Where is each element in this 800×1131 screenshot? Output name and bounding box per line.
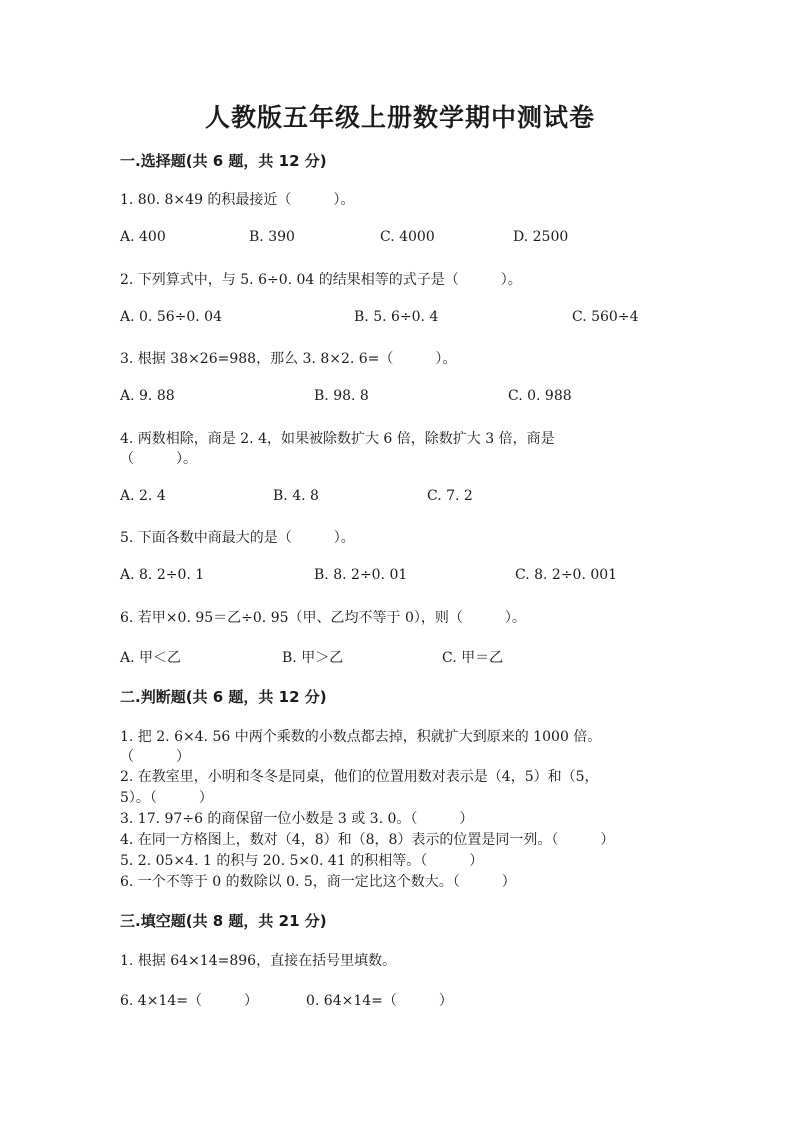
judgement-line-5: 5. 2. 05×4. 1 的积与 20. 5×0. 41 的积相等。（ ） <box>120 853 484 869</box>
section-heading-fill-blank: 三.填空题(共 8 题，共 21 分) <box>120 912 327 930</box>
choice-q2-option-c: C. 560÷4 <box>572 309 639 325</box>
choice-q1-option-d: D. 2500 <box>513 229 569 245</box>
choice-q2-option-b: B. 5. 6÷0. 4 <box>354 309 439 325</box>
choice-q3-option-a: A. 9. 88 <box>120 388 175 404</box>
judgement-line-1-continued: （ ） <box>120 749 190 765</box>
choice-q5-option-c: C. 8. 2÷0. 001 <box>515 567 618 583</box>
choice-q3-option-b: B. 98. 8 <box>314 388 369 404</box>
fill-q1-item-2: 0. 64×14=（ ） <box>306 993 453 1009</box>
choice-q3-option-c: C. 0. 988 <box>508 388 572 404</box>
judgement-line-6: 6. 一个不等于 0 的数除以 0. 5，商一定比这个数大。（ ） <box>120 874 516 890</box>
choice-q5-option-b: B. 8. 2÷0. 01 <box>314 567 408 583</box>
choice-question-6: 6. 若甲×0. 95＝乙÷0. 95（甲、乙均不等于 0），则（ ）。 <box>120 610 526 626</box>
choice-question-4-continued: （ ）。 <box>120 451 197 467</box>
choice-question-3: 3. 根据 38×26=988，那么 3. 8×2. 6=（ ）。 <box>120 351 457 367</box>
choice-q4-option-c: C. 7. 2 <box>427 488 473 504</box>
section-heading-choice: 一.选择题(共 6 题，共 12 分) <box>120 152 327 170</box>
judgement-line-2-continued: 5）。（ ） <box>120 790 213 806</box>
choice-question-2: 2. 下列算式中，与 5. 6÷0. 04 的结果相等的式子是（ ）。 <box>120 272 522 288</box>
choice-question-4: 4. 两数相除，商是 2. 4，如果被除数扩大 6 倍，除数扩大 3 倍，商是 <box>120 431 555 447</box>
choice-q6-option-b: B. 甲＞乙 <box>282 650 344 666</box>
choice-q6-option-c: C. 甲＝乙 <box>442 650 504 666</box>
choice-q1-option-b: B. 390 <box>249 229 295 245</box>
choice-q1-option-c: C. 4000 <box>380 229 435 245</box>
choice-q2-option-a: A. 0. 56÷0. 04 <box>120 309 222 325</box>
choice-q1-option-a: A. 400 <box>120 229 166 245</box>
choice-q6-option-a: A. 甲＜乙 <box>120 650 182 666</box>
choice-question-1: 1. 80. 8×49 的积最接近（ ）。 <box>120 192 355 208</box>
judgement-line-1: 1. 把 2. 6×4. 56 中两个乘数的小数点都去掉，积就扩大到原来的 1000 倍。 <box>120 729 602 745</box>
choice-q5-option-a: A. 8. 2÷0. 1 <box>120 567 205 583</box>
choice-q4-option-a: A. 2. 4 <box>120 488 166 504</box>
judgement-line-4: 4. 在同一方格图上，数对（4，8）和（8，8）表示的位置是同一列。（ ） <box>120 832 615 848</box>
judgement-line-3: 3. 17. 97÷6 的商保留一位小数是 3 或 3. 0。（ ） <box>120 811 474 827</box>
judgement-line-2: 2. 在教室里，小明和冬冬是同桌，他们的位置用数对表示是（4，5）和（5， <box>120 769 599 785</box>
section-heading-true-false: 二.判断题(共 6 题，共 12 分) <box>120 688 327 706</box>
fill-q1-item-1: 6. 4×14=（ ） <box>120 993 258 1009</box>
choice-q4-option-b: B. 4. 8 <box>273 488 319 504</box>
choice-question-5: 5. 下面各数中商最大的是（ ）。 <box>120 530 355 546</box>
fill-question-1: 1. 根据 64×14=896，直接在括号里填数。 <box>120 953 397 969</box>
page-title: 人教版五年级上册数学期中测试卷 <box>204 103 595 132</box>
